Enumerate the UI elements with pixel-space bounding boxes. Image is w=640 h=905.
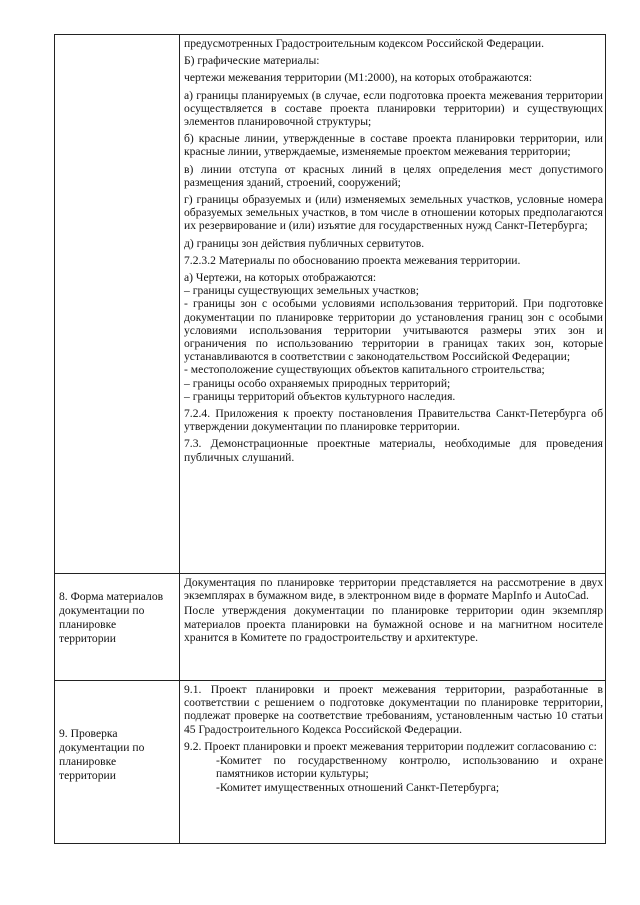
paragraph: в) линии отступа от красных линий в целях определения мест допустимого размещения зданий, строений, сооружений; <box>184 162 603 189</box>
paragraph: После утверждения документации по планировке территории один экземпляр материалов проекта планировки на бумажной основе и на магнитном носителе хранится в Комитете по градостроительству и архитектуре. <box>184 604 603 644</box>
paragraph: 7.3. Демонстрационные проектные материалы, необходимые для проведения публичных слушаний. <box>184 437 603 464</box>
paragraph: б) красные линии, утвержденные в составе проекта планировки территории, или красные линии, утверждаемые, изменяемые проектом межевания территории; <box>184 132 603 159</box>
paragraph: Документация по планировке территории представляется на рассмотрение в двух экземплярах в бумажном виде, в электронном виде в формате MapInfo и AutoCad. <box>184 576 603 603</box>
row-label-cell <box>55 681 180 844</box>
paragraph: 7.2.3.2 Материалы по обоснованию проекта межевания территории. <box>184 253 521 267</box>
paragraph: Б) графические материалы: <box>184 54 320 68</box>
list-item: -Комитет по государственному контролю, использованию и охране памятников истории культуры; <box>216 754 603 781</box>
row-label-cell <box>55 574 180 681</box>
list-item: -Комитет имущественных отношений Санкт-Петербурга; <box>216 781 500 795</box>
paragraph: а) Чертежи, на которых отображаются: – границы существующих земельных участков; - границы зон с особыми условиями использования территорий. При подготовке документации по планировке территории до установления границ зон с особыми условиями использования территории учитываются размеры этих зон и ограничения по использованию территории в границах таких зон, которые устанавливаются в соответствии с законодательством Российской Федерации; - местоположение существующих объектов капитального строительства; – границы особо охраняемых природных территорий; – границы территорий объектов культурного наследия. <box>184 271 603 403</box>
paragraph: д) границы зон действия публичных сервитутов. <box>184 236 425 250</box>
row-content-cell <box>180 35 606 574</box>
paragraph: предусмотренных Градостроительным кодексом Российской Федерации. <box>184 37 544 50</box>
table-row <box>55 35 606 574</box>
row-label: 8. Форма материалов документации по планировке территории <box>59 590 164 645</box>
row-label: 9. Проверка документации по планировке территории <box>59 727 145 782</box>
document-table <box>54 34 606 844</box>
paragraph: а) границы планируемых (в случае, если подготовка проекта межевания территории осуществляется в составе проекта планировки территории) и существующих элементов планировочной структуры; <box>184 88 603 129</box>
table-row <box>55 574 606 681</box>
row-content-cell <box>180 574 606 681</box>
paragraph: 9.1. Проект планировки и проект межевания территории, разработанные в соответствии с решением о подготовке документации по планировке территории, подлежат проверке на соответствие требованиям, установленным частью 10 статьи 45 Градостроительного Кодекса Российской Федерации. <box>184 683 603 736</box>
table-row <box>55 681 606 844</box>
paragraph: 7.2.4. Приложения к проекту постановления Правительства Санкт-Петербурга об утверждении документации по планировке территории. <box>184 407 603 434</box>
paragraph: чертежи межевания территории (М1:2000), на которых отображаются: <box>184 71 533 85</box>
row-label-cell <box>55 35 180 574</box>
row-content-cell <box>180 681 606 844</box>
paragraph: г) границы образуемых и (или) изменяемых земельных участков, условные номера образуемых земельных участков, в том числе в отношении которых предполагаются их резервирование и (или) изъятие для государственных нужд Санкт-Петербурга; <box>184 193 603 233</box>
paragraph: 9.2. Проект планировки и проект межевания территории подлежит согласованию с: <box>184 739 597 753</box>
